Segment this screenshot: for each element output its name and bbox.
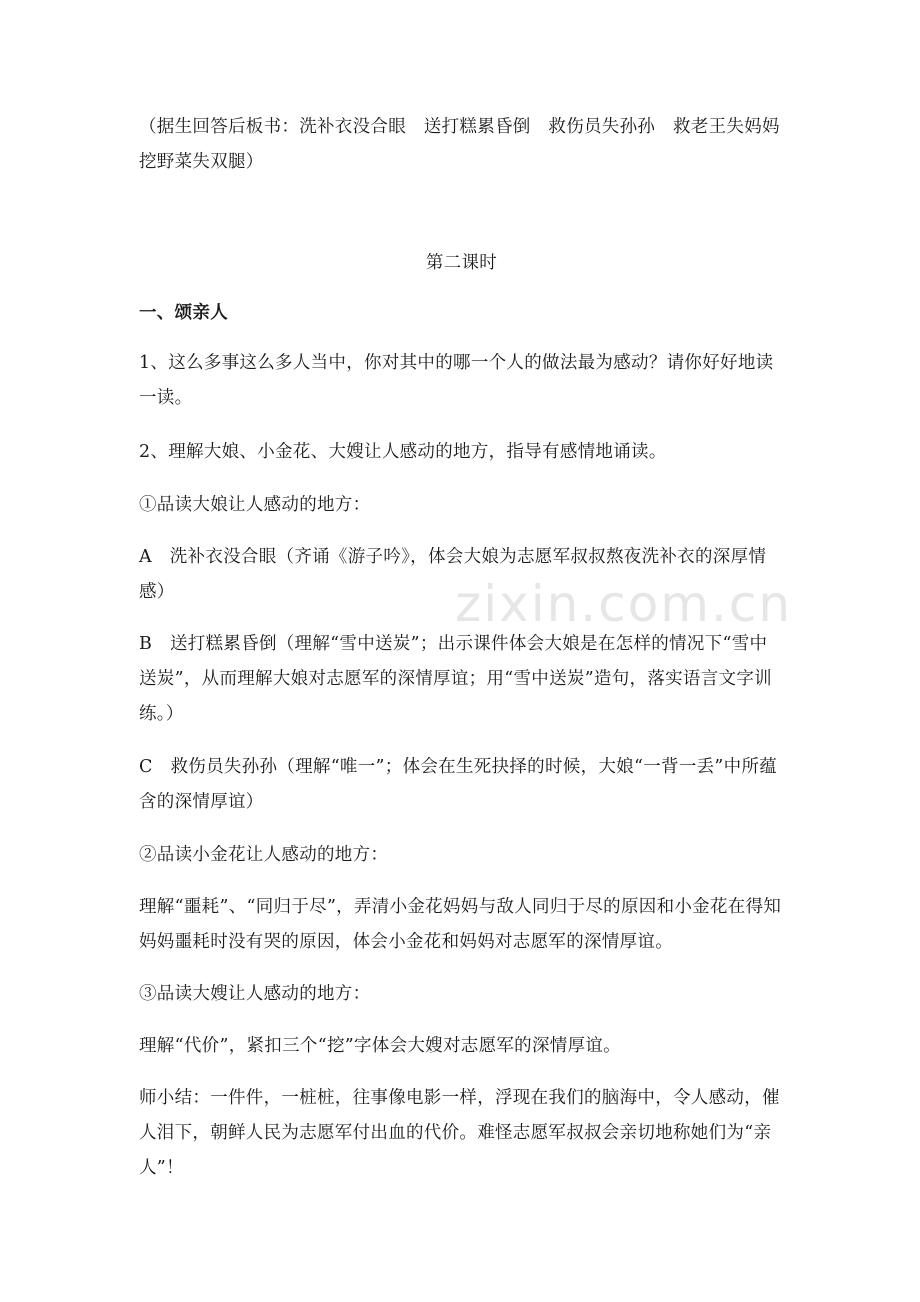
board-note-paragraph: （据生回答后板书：洗补衣没合眼 送打糕累昏倒 救伤员失孙孙 救老王失妈妈 挖野菜失双腿）	[139, 117, 798, 172]
item-2-paragraph: 2、理解大娘、小金花、大嫂让人感动的地方，指导有感情地诵读。	[139, 442, 667, 462]
sub-2-paragraph: 理解“噩耗”、“同归于尽”，弄清小金花妈妈与敌人同归于尽的原因和小金花在得知妈妈噩耗时没有哭的原因，体会小金花和妈妈对志愿军的深情厚谊。	[139, 897, 782, 952]
point-a-paragraph: A 洗补衣没合眼（齐诵《游子吟》，体会大娘为志愿军叔叔熬夜洗补衣的深厚情感）	[139, 547, 767, 602]
item-1-paragraph: 1、这么多事这么多人当中，你对其中的哪一个人的做法最为感动？请你好好地读一读。	[139, 353, 774, 408]
sub-3-title: ③品读大嫂让人感动的地方：	[139, 984, 371, 1004]
summary-paragraph: 师小结：一件件，一桩桩，往事像电影一样，浮现在我们的脑海中，令人感动，催人泪下，朝鲜人民为志愿军付出血的代价。难怪志愿军叔叔会亲切地称她们为“亲人”！	[139, 1088, 780, 1178]
sub-2-title: ②品读小金花让人感动的地方：	[139, 845, 389, 865]
point-b-paragraph: B 送打糕累昏倒（理解“雪中送炭”；出示课件体会大娘是在怎样的情况下“雪中送炭”，从而理解大娘对志愿军的深情厚谊；用“雪中送炭”造句，落实语言文字训练。）	[139, 634, 772, 724]
watermark: zixin.com.cn	[455, 575, 793, 633]
point-c-paragraph: C 救伤员失孙孙（理解“唯一”；体会在生死抉择的时候，大娘“一背一丢”中所蕴含的深情厚谊）	[139, 757, 778, 812]
sub-3-paragraph: 理解“代价”，紧扣三个“挖”字体会大嫂对志愿军的深情厚谊。	[139, 1036, 621, 1056]
sub-1-title: ①品读大娘让人感动的地方：	[139, 495, 371, 515]
lesson-title: 第二课时	[425, 253, 498, 273]
section-heading: 一、颂亲人	[139, 303, 228, 323]
